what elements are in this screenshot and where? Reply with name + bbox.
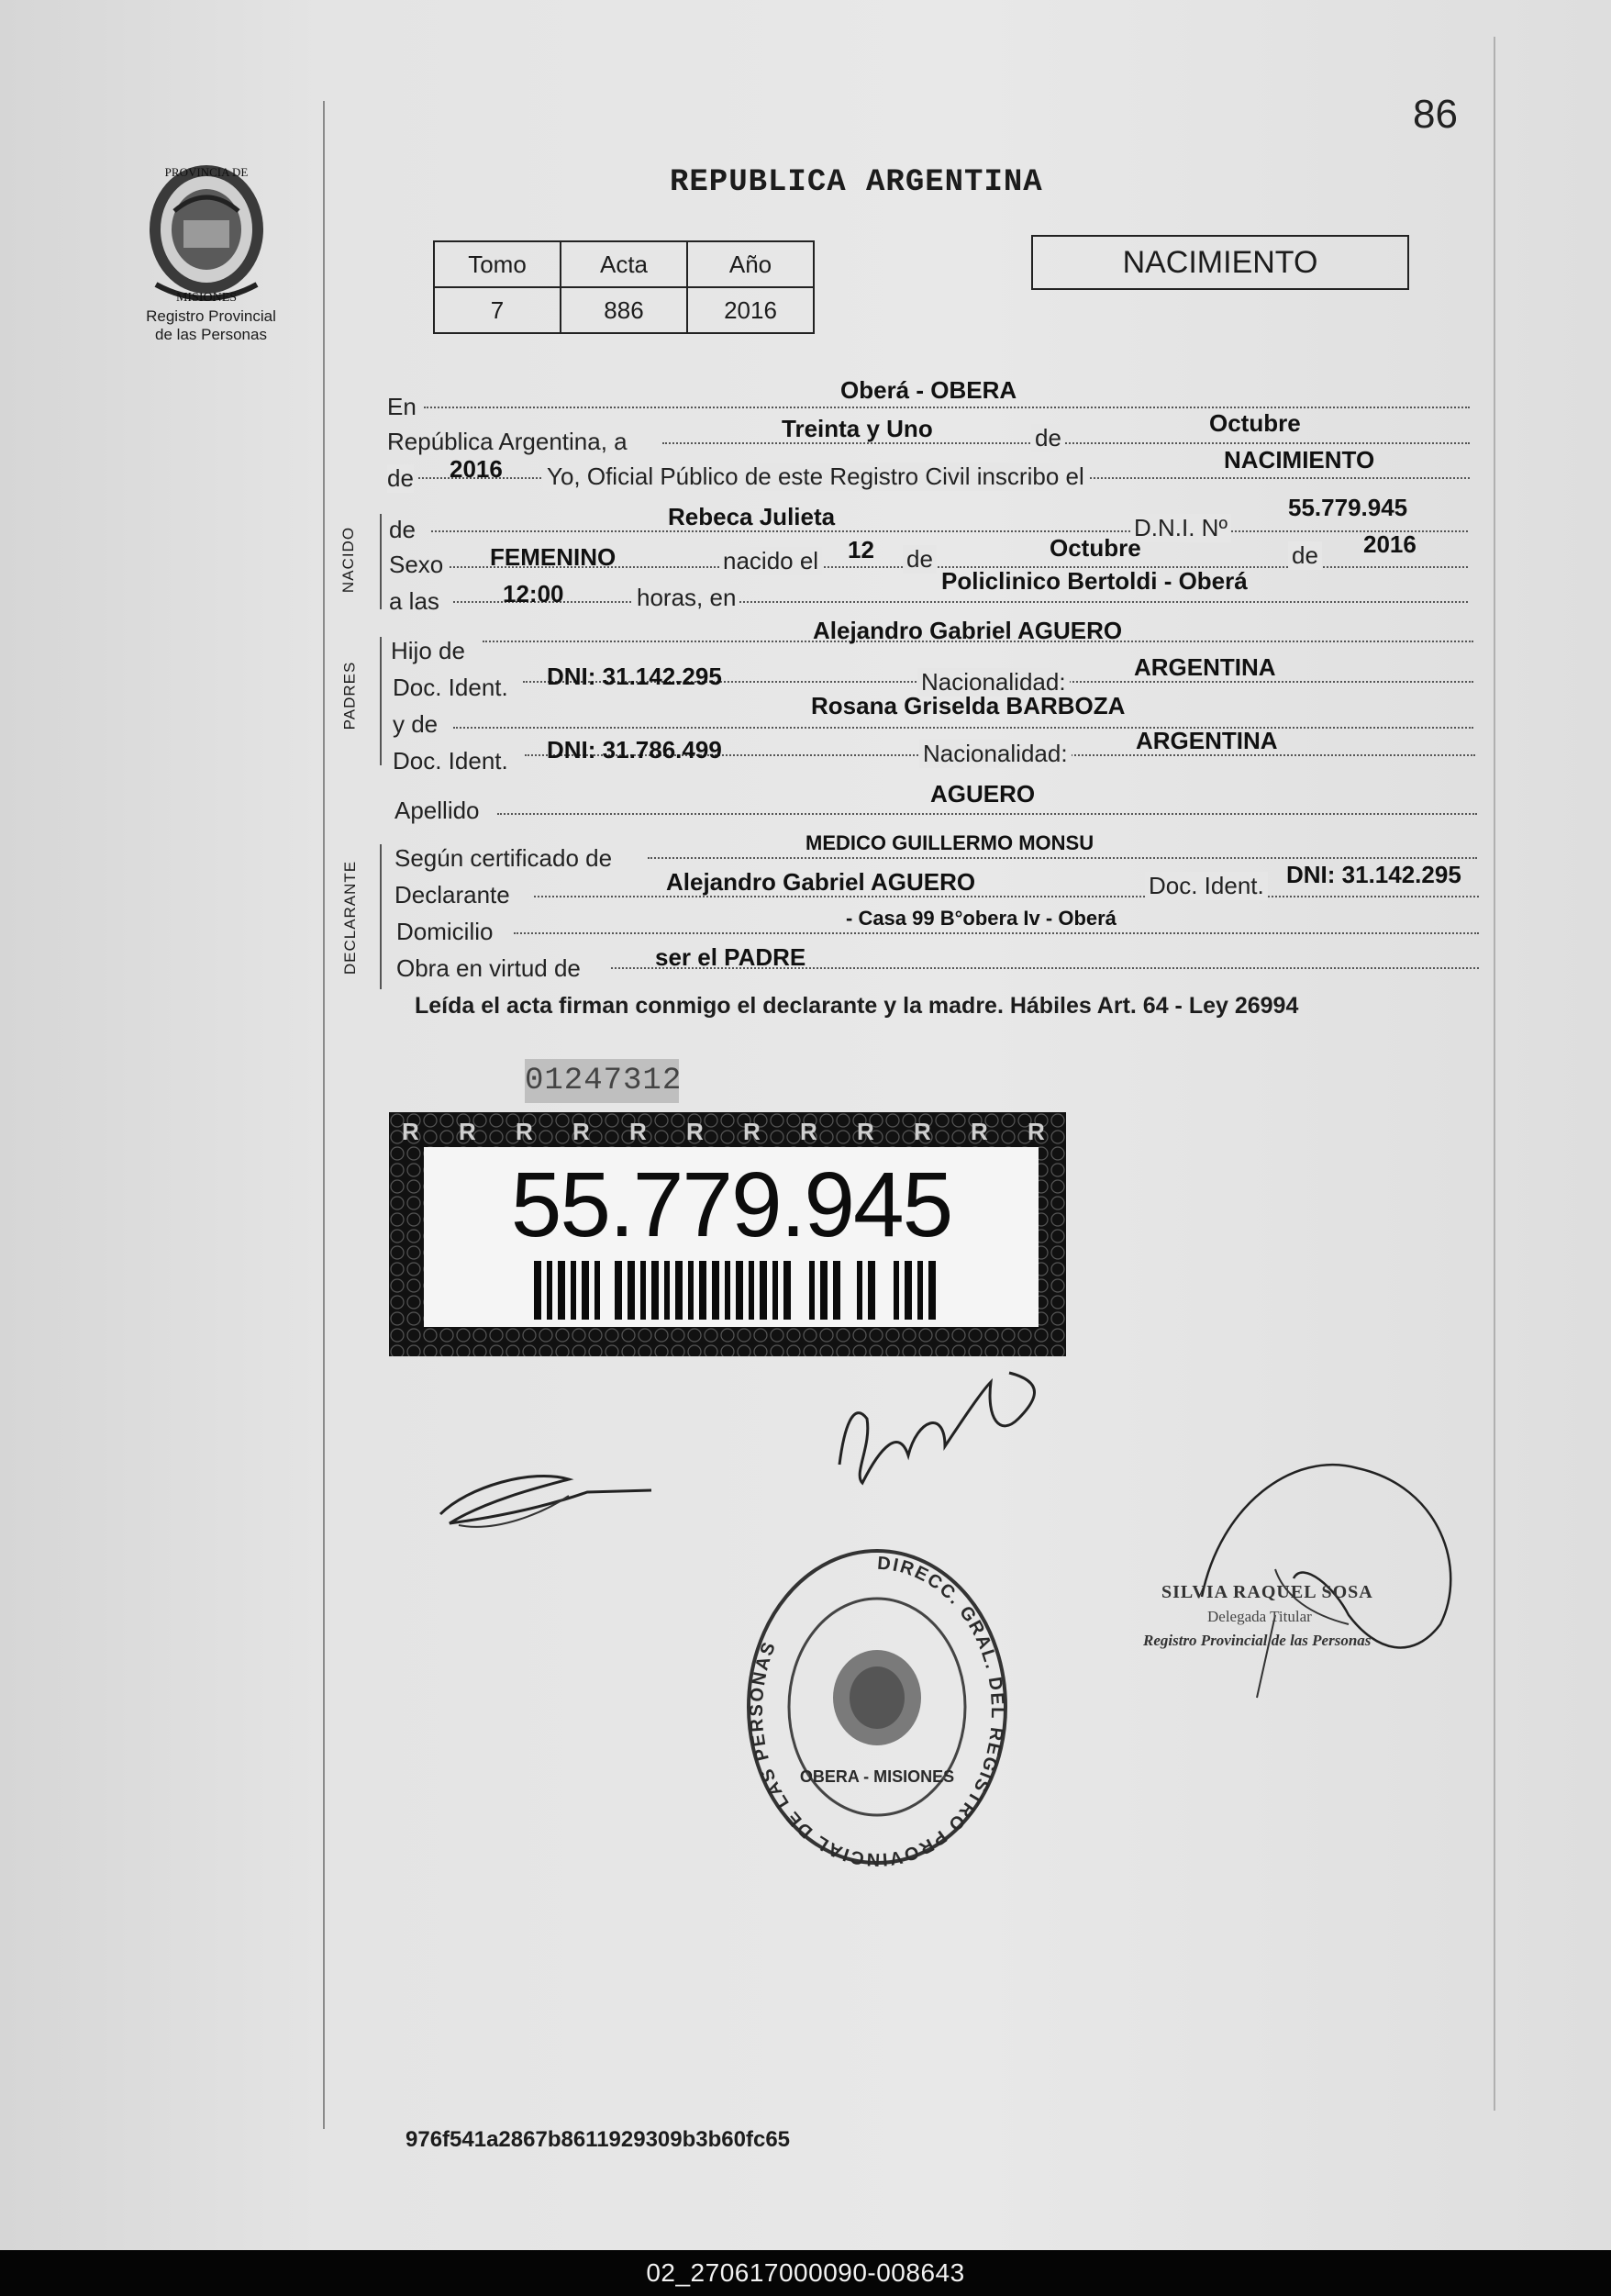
- sexo-label: Sexo: [389, 551, 444, 578]
- svg-text:PROVINCIA DE: PROVINCIA DE: [164, 165, 249, 179]
- mes-nacido: Octubre: [1050, 534, 1141, 562]
- declarante-label: Declarante: [394, 881, 510, 908]
- lugar-nacimiento: Policlinico Bertoldi - Oberá: [941, 567, 1248, 595]
- mes-acta: Octubre: [1209, 409, 1301, 437]
- padre-nombre: Alejandro Gabriel AGUERO: [813, 617, 1123, 644]
- section-label-padres: PADRES: [340, 661, 359, 730]
- footer-id-bar: 02_270617000090-008643: [0, 2250, 1611, 2296]
- inscripcion: NACIMIENTO: [1224, 446, 1375, 474]
- de-label: de: [1288, 541, 1322, 570]
- de-label: de: [1031, 424, 1065, 452]
- provincial-crest-icon: [138, 156, 275, 312]
- certificado-label: Según certificado de: [394, 844, 613, 872]
- svg-text:R: R: [800, 1118, 817, 1145]
- dni-sticker: [389, 1112, 1066, 1356]
- madre-nacionalidad: ARGENTINA: [1136, 727, 1278, 754]
- document-title: REPUBLICA ARGENTINA: [670, 165, 1043, 200]
- svg-text:R: R: [459, 1118, 476, 1145]
- domicilio-label: Domicilio: [396, 918, 494, 945]
- obra-label: Obra en virtud de: [396, 954, 581, 982]
- svg-text:R: R: [743, 1118, 761, 1145]
- right-margin-line: [1494, 37, 1495, 2111]
- nacionalidad-label: Nacionalidad:: [917, 668, 1070, 697]
- official-stamp-icon: [739, 1542, 1015, 1872]
- certificado-value: MEDICO GUILLERMO MONSU: [806, 831, 1094, 854]
- dotted-line: [431, 530, 1468, 532]
- anio-nacido: 2016: [1363, 530, 1417, 558]
- table-header: Acta: [561, 241, 687, 287]
- apellido-label: Apellido: [394, 797, 480, 824]
- svg-text:R: R: [516, 1118, 533, 1145]
- dni-nacido: 55.779.945: [1288, 494, 1408, 521]
- svg-text:R: R: [686, 1118, 704, 1145]
- left-margin-line: [323, 101, 325, 2129]
- y-de-label: y de: [393, 710, 439, 738]
- doc-ident-label: Doc. Ident.: [393, 747, 508, 775]
- padre-nacionalidad: ARGENTINA: [1134, 653, 1276, 681]
- tipo-acta-box: NACIMIENTO: [1031, 235, 1409, 290]
- section-label-nacido: NACIDO: [339, 526, 358, 594]
- nombre-nacido: Rebeca Julieta: [668, 503, 836, 530]
- obra-value: ser el PADRE: [655, 943, 806, 971]
- table-cell: 886: [561, 287, 687, 333]
- table-cell: 2016: [687, 287, 814, 333]
- section-label-declarante: DECLARANTE: [341, 860, 360, 975]
- svg-text:DIRECC. GRAL. DEL REGISTRO PRO: DIRECC. GRAL. DEL REGISTRO PROVINCIAL DE LAS PERSONAS: [746, 1553, 1008, 1870]
- dia-nacido: 12: [848, 536, 874, 563]
- nacionalidad-label: Nacionalidad:: [919, 740, 1072, 768]
- sexo-nacido: FEMENINO: [490, 543, 617, 571]
- hora-nacido: 12:00: [503, 580, 564, 607]
- page-number: 86: [1413, 92, 1458, 137]
- dia-texto: Treinta y Uno: [782, 415, 933, 442]
- hijo-de-label: Hijo de: [391, 637, 465, 664]
- lugar-acta: Oberá - OBERA: [840, 376, 1017, 404]
- dotted-line: [453, 727, 1473, 729]
- declarante-nombre: Alejandro Gabriel AGUERO: [666, 868, 976, 896]
- madre-doc: DNI: 31.786.499: [547, 736, 722, 763]
- de-label: de: [387, 464, 414, 492]
- section-divider: [380, 637, 382, 765]
- de-label: de: [389, 516, 416, 543]
- republica-label: República Argentina, a: [387, 428, 628, 455]
- dotted-line: [424, 407, 1470, 408]
- oficial-registro: Registro Provincial de las Personas: [1143, 1632, 1372, 1649]
- en-label: En: [387, 393, 417, 420]
- document-hash: 976f541a2867b8611929309b3b60fc65: [406, 2127, 791, 2152]
- svg-text:MISIONES: MISIONES: [175, 291, 238, 305]
- svg-text:R: R: [971, 1118, 988, 1145]
- a-las-label: a las: [389, 587, 439, 615]
- table-cell: 7: [434, 287, 561, 333]
- domicilio-value: - Casa 99 B°obera Iv - Oberá: [846, 907, 1117, 930]
- doc-ident-label: Doc. Ident.: [393, 674, 508, 701]
- anio-acta: 2016: [450, 455, 503, 483]
- madre-nombre: Rosana Griselda BARBOZA: [811, 692, 1126, 719]
- barcode-icon: [534, 1261, 938, 1320]
- sticker-number: 55.779.945: [510, 1154, 952, 1256]
- dotted-line: [648, 857, 1477, 859]
- padre-doc: DNI: 31.142.295: [547, 663, 722, 690]
- serial-number: 01247312: [525, 1059, 679, 1103]
- oficial-cargo: Delegada Titular: [1207, 1608, 1312, 1625]
- apellido-value: AGUERO: [930, 780, 1036, 808]
- declarante-doc: DNI: 31.142.295: [1286, 861, 1461, 888]
- yo-label: Yo, Oficial Público de este Registro Civil inscribo el: [543, 463, 1088, 491]
- svg-text:R: R: [857, 1118, 874, 1145]
- svg-text:R: R: [402, 1118, 419, 1145]
- madre-signature-icon: [826, 1364, 1064, 1510]
- dotted-line: [497, 813, 1477, 815]
- sticker-label: [424, 1147, 1039, 1327]
- de-label: de: [903, 545, 937, 574]
- svg-text:R: R: [1028, 1118, 1045, 1145]
- registro-table: [433, 240, 815, 334]
- table-header: Año: [687, 241, 814, 287]
- declarante-signature-icon: [431, 1459, 661, 1542]
- nacido-el-label: nacido el: [719, 547, 822, 575]
- oficial-nombre: SILVIA RAQUEL SOSA: [1161, 1582, 1373, 1602]
- dotted-line: [453, 601, 1468, 603]
- svg-text:R: R: [629, 1118, 647, 1145]
- oficial-signature-icon: [1138, 1432, 1477, 1707]
- registry-label: Registro Provincial de las Personas: [146, 307, 276, 343]
- acta-note: Leída el acta firman conmigo el declarante y la madre. Hábiles Art. 64 - Ley 26994: [415, 993, 1299, 1019]
- horas-en-label: horas, en: [633, 584, 739, 612]
- section-divider: [380, 514, 382, 609]
- svg-text:R: R: [572, 1118, 590, 1145]
- dotted-line: [514, 932, 1479, 934]
- section-divider: [380, 844, 382, 989]
- svg-text:OBERA - MISIONES: OBERA - MISIONES: [799, 1767, 955, 1786]
- doc-ident-label: Doc. Ident.: [1145, 872, 1268, 900]
- dni-label: D.N.I. Nº: [1130, 514, 1231, 542]
- svg-text:R: R: [914, 1118, 931, 1145]
- table-header: Tomo: [434, 241, 561, 287]
